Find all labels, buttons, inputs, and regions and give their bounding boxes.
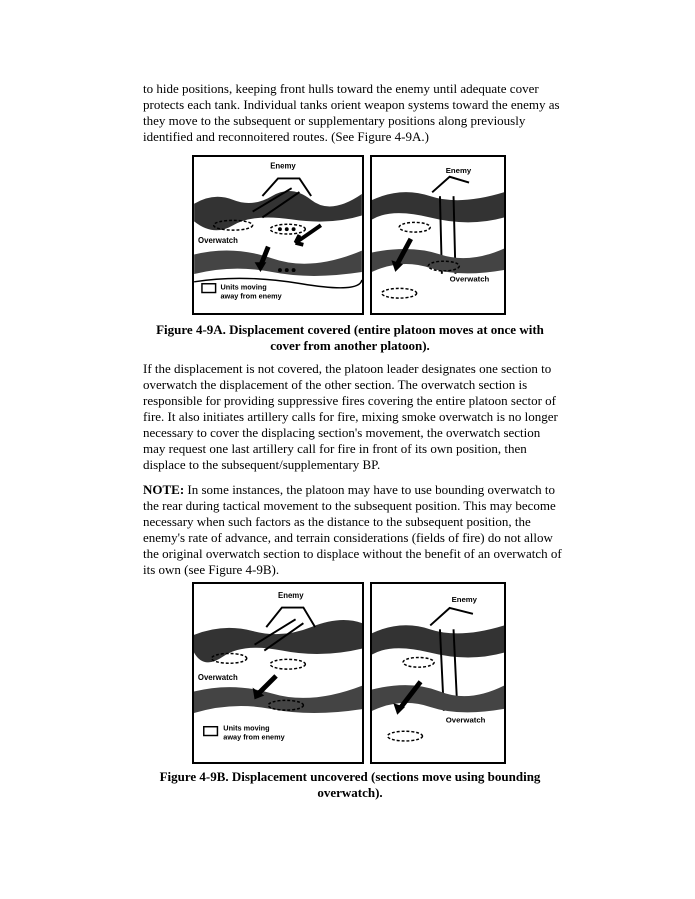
terrain-sketch-b-left (194, 584, 362, 762)
overwatch-label: Overwatch (445, 715, 486, 725)
paragraph-note (143, 482, 563, 578)
terrain-sketch-a-left (194, 157, 362, 313)
overwatch-label: Overwatch (449, 274, 490, 284)
figure-4-9b-left-panel (192, 582, 364, 764)
overwatch-label: Overwatch (197, 672, 238, 682)
note-text: In some instances, the platoon may have to use bounding overwatch to the rear during tactical movement to the subsequent position. This may become necessary when such factors as the distance to the subsequent position, the enemy's rate of advance, and terrain considerations (fields of fire) do not allow the original overwatch section to displace without the benefit of an overwatch of its own (see Figure 4-9B). (143, 482, 562, 577)
figure-4-9a-left-panel (192, 155, 364, 315)
legend-line2: away from enemy (220, 291, 282, 301)
enemy-label: Enemy (451, 595, 478, 605)
overwatch-label: Overwatch (198, 235, 238, 245)
legend-line1: Units moving (223, 723, 270, 733)
enemy-label: Enemy (278, 590, 304, 600)
enemy-label: Enemy (270, 161, 296, 171)
note-label: NOTE: (143, 482, 185, 497)
figure-4-9a-caption: Figure 4-9A. Displacement covered (entire platoon moves at once with cover from another platoon). (156, 322, 544, 353)
paragraph-intro: to hide positions, keeping front hulls toward the enemy until adequate cover protects each tank. Individual tanks orient weapon systems toward the enemy as they move to the subsequent or supplementary positions along previously identified and reconnoitered routes. (See Figure 4-9A.) (143, 81, 560, 144)
terrain-sketch-b-right (372, 584, 504, 762)
terrain-sketch-a-right (372, 157, 504, 313)
figure-4-9b-right-panel (370, 582, 506, 764)
legend-line2: away from enemy (223, 732, 285, 742)
legend-line1: Units moving (220, 282, 267, 292)
figure-4-9a-right-panel (370, 155, 506, 315)
enemy-label: Enemy (445, 165, 472, 175)
paragraph-uncovered: If the displacement is not covered, the platoon leader designates one section to overwatch the displacement of the other section. The overwatch section is responsible for providing suppressive fires covering the entire platoon sector of fire. It also initiates artillery calls for fire, mixing smoke overwatch is no longer necessary to cover the displacing section's movement, the overwatch section may request one last artillery call for fire in front of its own position, then displace to the subsequent/supplementary BP. (143, 361, 558, 472)
figure-4-9b-caption: Figure 4-9B. Displacement uncovered (sections move using bounding overwatch). (159, 769, 541, 800)
